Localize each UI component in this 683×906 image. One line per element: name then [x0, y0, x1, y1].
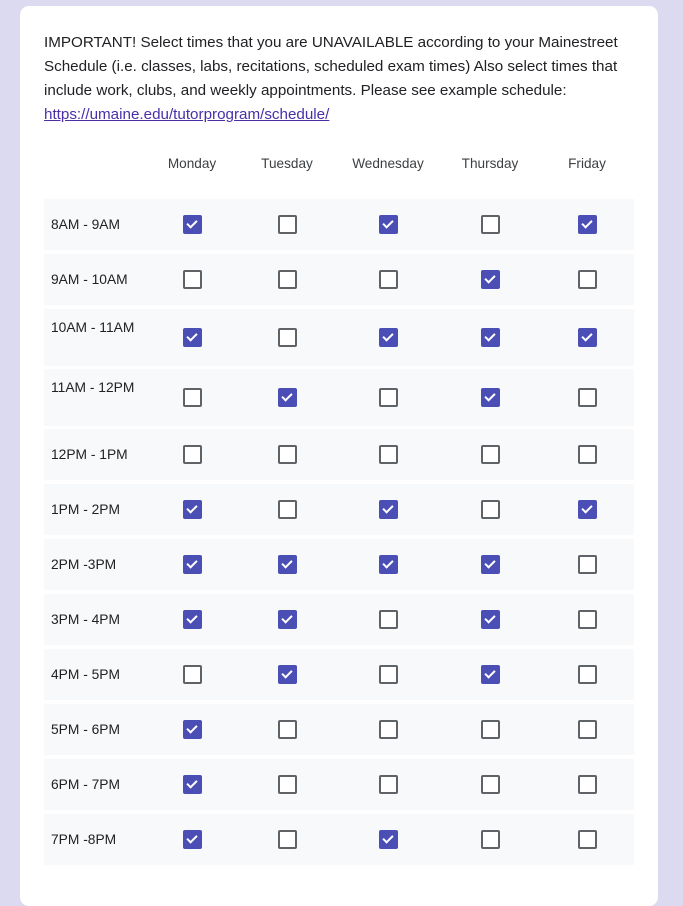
checkbox-monday[interactable]: [183, 830, 202, 849]
checkbox-friday[interactable]: [578, 500, 597, 519]
row-label: 2PM -3PM: [51, 556, 117, 572]
column-header-friday: Friday: [568, 156, 606, 171]
checkbox-wednesday[interactable]: [379, 445, 398, 464]
checkbox-friday[interactable]: [578, 610, 597, 629]
row-label: 12PM - 1PM: [51, 446, 128, 462]
checkbox-thursday[interactable]: [481, 830, 500, 849]
checkbox-monday[interactable]: [183, 270, 202, 289]
checkbox-tuesday[interactable]: [278, 215, 297, 234]
checkbox-friday[interactable]: [578, 445, 597, 464]
row-label: 5PM - 6PM: [51, 721, 120, 737]
question-description: [44, 31, 644, 127]
checkbox-thursday[interactable]: [481, 445, 500, 464]
grid-row: [44, 484, 634, 535]
checkbox-tuesday[interactable]: [278, 270, 297, 289]
checkbox-tuesday[interactable]: [278, 830, 297, 849]
checkbox-tuesday[interactable]: [278, 720, 297, 739]
checkbox-thursday[interactable]: [481, 665, 500, 684]
checkbox-friday[interactable]: [578, 555, 597, 574]
checkbox-monday[interactable]: [183, 720, 202, 739]
grid-row: [44, 649, 634, 700]
grid-row: [44, 369, 634, 426]
checkbox-thursday[interactable]: [481, 328, 500, 347]
checkbox-friday[interactable]: [578, 215, 597, 234]
grid-row: [44, 254, 634, 305]
column-header-wednesday: Wednesday: [352, 156, 424, 171]
grid-row: [44, 759, 634, 810]
form-card: [20, 6, 658, 906]
grid-row: [44, 814, 634, 865]
checkbox-wednesday[interactable]: [379, 500, 398, 519]
checkbox-friday[interactable]: [578, 775, 597, 794]
checkbox-wednesday[interactable]: [379, 388, 398, 407]
checkbox-tuesday[interactable]: [278, 328, 297, 347]
checkbox-thursday[interactable]: [481, 270, 500, 289]
row-label: 1PM - 2PM: [51, 501, 120, 517]
checkbox-wednesday[interactable]: [379, 555, 398, 574]
grid-row: [44, 594, 634, 645]
checkbox-tuesday[interactable]: [278, 665, 297, 684]
grid-header-row: [44, 154, 634, 192]
checkbox-wednesday[interactable]: [379, 215, 398, 234]
checkbox-thursday[interactable]: [481, 610, 500, 629]
checkbox-wednesday[interactable]: [379, 720, 398, 739]
column-header-thursday: Thursday: [461, 156, 519, 171]
row-label: 10AM - 11AM: [51, 319, 135, 335]
checkbox-tuesday[interactable]: [278, 388, 297, 407]
checkbox-thursday[interactable]: [481, 720, 500, 739]
checkbox-friday[interactable]: [578, 270, 597, 289]
checkbox-grid: [44, 154, 634, 847]
checkbox-monday[interactable]: [183, 445, 202, 464]
checkbox-monday[interactable]: [183, 500, 202, 519]
checkbox-thursday[interactable]: [481, 500, 500, 519]
checkbox-tuesday[interactable]: [278, 555, 297, 574]
checkbox-thursday[interactable]: [481, 215, 500, 234]
checkbox-friday[interactable]: [578, 388, 597, 407]
checkbox-tuesday[interactable]: [278, 610, 297, 629]
checkbox-thursday[interactable]: [481, 388, 500, 407]
checkbox-wednesday[interactable]: [379, 830, 398, 849]
row-label: 9AM - 10AM: [51, 271, 128, 287]
checkbox-tuesday[interactable]: [278, 445, 297, 464]
checkbox-monday[interactable]: [183, 215, 202, 234]
checkbox-tuesday[interactable]: [278, 500, 297, 519]
checkbox-monday[interactable]: [183, 775, 202, 794]
checkbox-monday[interactable]: [183, 328, 202, 347]
checkbox-friday[interactable]: [578, 665, 597, 684]
row-label: 8AM - 9AM: [51, 216, 120, 232]
checkbox-friday[interactable]: [578, 830, 597, 849]
checkbox-monday[interactable]: [183, 555, 202, 574]
grid-row: [44, 309, 634, 366]
column-header-tuesday: Tuesday: [261, 156, 313, 171]
column-header-monday: Monday: [167, 156, 217, 171]
row-label: 6PM - 7PM: [51, 776, 120, 792]
checkbox-wednesday[interactable]: [379, 665, 398, 684]
checkbox-thursday[interactable]: [481, 555, 500, 574]
checkbox-wednesday[interactable]: [379, 775, 398, 794]
grid-row: [44, 199, 634, 250]
row-label: 11AM - 12PM: [51, 379, 135, 395]
checkbox-tuesday[interactable]: [278, 775, 297, 794]
checkbox-monday[interactable]: [183, 388, 202, 407]
grid-row: [44, 429, 634, 480]
grid-row: [44, 539, 634, 590]
checkbox-monday[interactable]: [183, 665, 202, 684]
example-schedule-link[interactable]: https://umaine.edu/tutorprogram/schedule/: [44, 106, 330, 123]
checkbox-thursday[interactable]: [481, 775, 500, 794]
checkbox-wednesday[interactable]: [379, 610, 398, 629]
checkbox-monday[interactable]: [183, 610, 202, 629]
row-label: 7PM -8PM: [51, 831, 117, 847]
checkbox-friday[interactable]: [578, 720, 597, 739]
grid-row: [44, 704, 634, 755]
row-label: 4PM - 5PM: [51, 666, 120, 682]
checkbox-friday[interactable]: [578, 328, 597, 347]
description-text: IMPORTANT! Select times that you are UNAVAILABLE according to your Mainestreet Schedule (i.e. classes, labs, recitations, scheduled exam times) Also select times that include work, clubs, and weekly appointments. Please see example schedule:: [44, 34, 618, 99]
row-label: 3PM - 4PM: [51, 611, 120, 627]
checkbox-wednesday[interactable]: [379, 328, 398, 347]
checkbox-wednesday[interactable]: [379, 270, 398, 289]
